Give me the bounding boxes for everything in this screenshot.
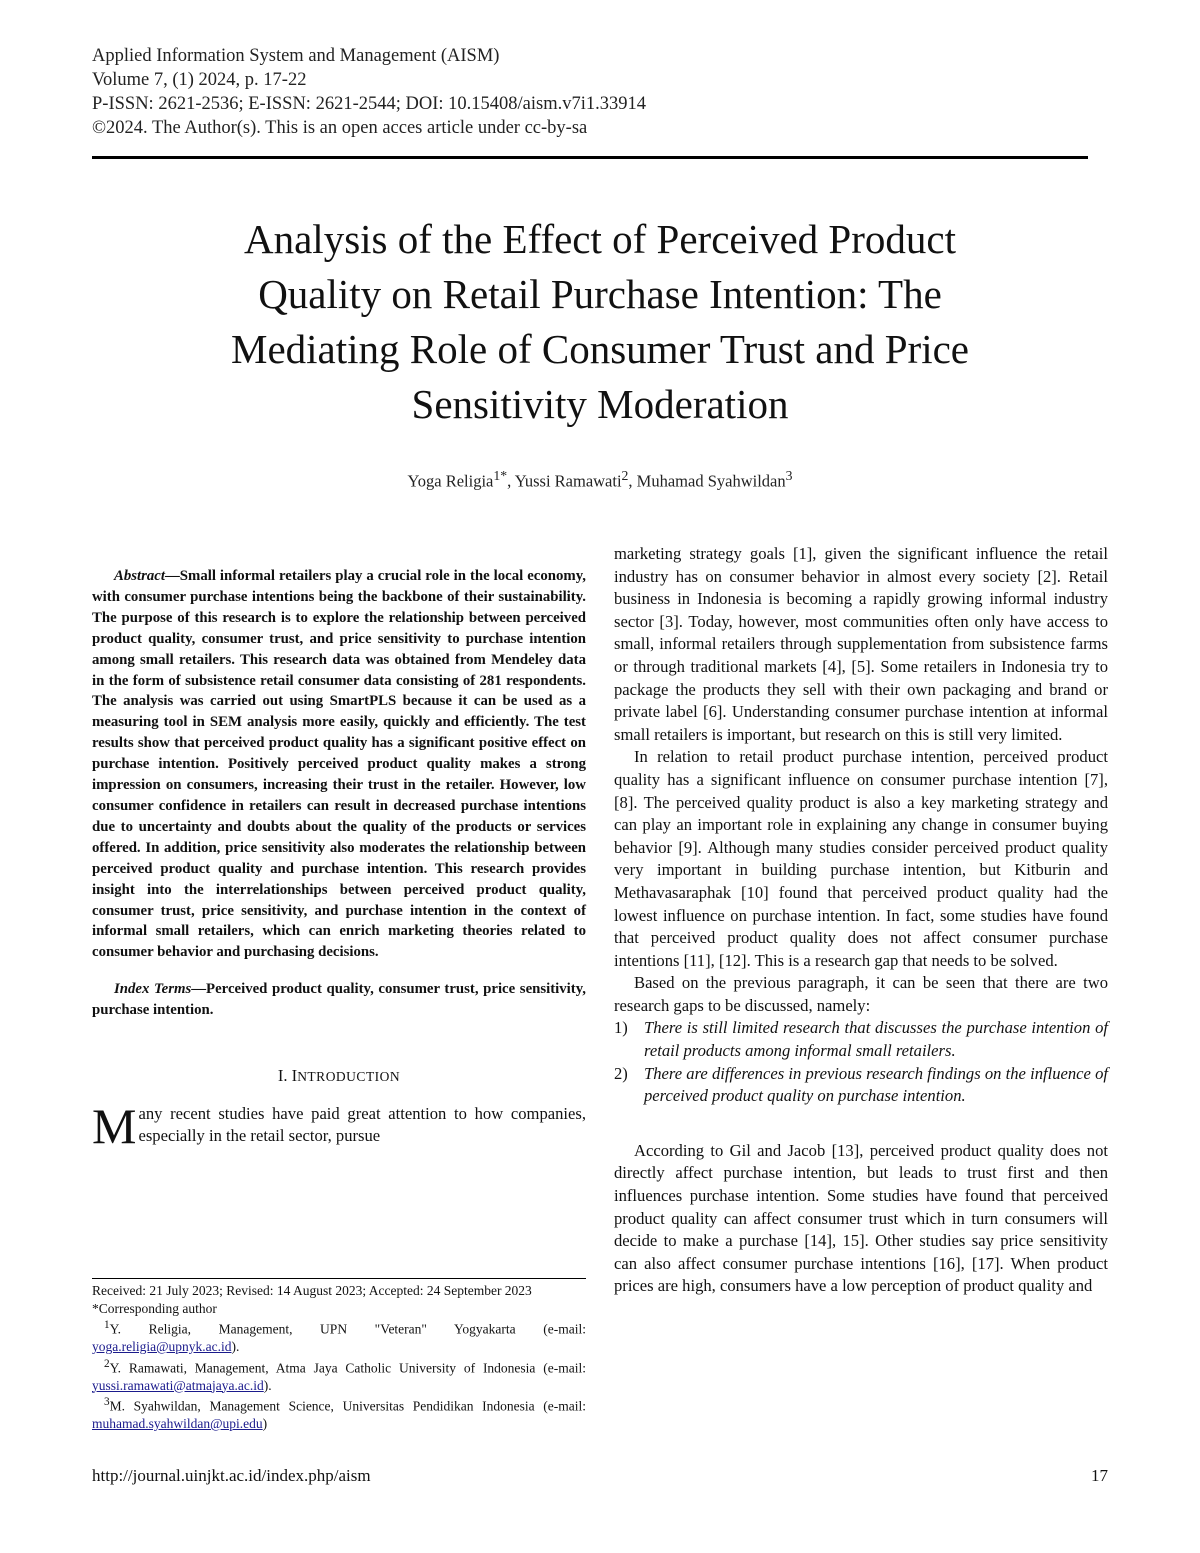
footnote-corresponding: *Corresponding author [92,1300,217,1316]
footnote-close: ). [263,1377,272,1393]
footnotes [92,1278,586,1433]
email-link-3[interactable]: muhamad.syahwildan@upi.edu [92,1416,263,1431]
footnote-mark: 3 [104,1396,110,1408]
journal-issn-doi: P-ISSN: 2621-2536; E-ISSN: 2621-2544; DOI: 10.15408/aism.v7i1.33914 [92,94,646,114]
body-paragraph: marketing strategy goals [1], given the significant influence the retail industry has on consumer behavior in almost every society [2]. Retail business in Indonesia is becoming a rapidly growing informal industry sector [3]. Today, however, most communities often only have access to small, informal retailers through supplementation from subsistence farms or through traditional markets [4], [5]. Some retailers in Indonesia try to package the products they sell with their own packaging and brand or private label [6]. Understanding consumer purchase intention at informal small retailers is important, but research on this is still very limited. [614,544,1108,744]
header-rule [92,156,1088,159]
list-text: There are differences in previous research findings on the influence of perceived product quality on purchase intention. [644,1063,1108,1106]
author-affiliation-mark: 3 [785,468,793,483]
list-number: 2) [614,1063,628,1083]
introduction-text: any recent studies have paid great attention to how companies, especially in the retail sector, pursue [138,1103,586,1146]
author-affiliation-mark: 2 [621,468,629,483]
spacer [614,1108,1108,1126]
footnote-close: ) [262,1416,268,1431]
section-title-rest: NTRODUCTION [297,1069,401,1085]
page-number: 17 [1091,1466,1108,1485]
footnote-close: ). [231,1339,240,1354]
footnote-mark: 2 [104,1357,110,1370]
footnote-text: Y. Religia, Management, UPN "Veteran" Yogyakarta (e-mail: [109,1321,586,1337]
author-list [140,468,1060,492]
left-column [92,566,586,1154]
body-paragraph: In relation to retail product purchase intention, perceived product quality has a significant influence on consumer purchase intention [7], [8]. The perceived quality product is also a key marketing strategy and can play an important role in explaining any change in consumer buying behavior [9]. Although many studies consider perceived product quality very important in building purchase intention, but Kitburin and Methavasaraphak [10] found that perceived product quality had the lowest influence on purchase intention. In fact, some studies have found that perceived product quality does not affect consumer purchase intentions [11], [12]. This is a research gap that needs to be solved. [614,747,1108,970]
index-terms-text: —Perceived product quality, consumer trust, price sensitivity, purchase intention. [92,981,586,1019]
section-title-initial: I [291,1066,298,1086]
footnote-affiliation-3 [92,1394,586,1433]
journal-volume: Volume 7, (1) 2024, p. 17-22 [92,70,307,90]
drop-cap: M [92,1097,137,1154]
footnote-received: Received: 21 July 2023; Revised: 14 August 2023; Accepted: 24 September 2023 [92,1283,532,1298]
journal-license: ©2024. The Author(s). This is an open acces article under cc-by-sa [92,118,588,138]
abstract-text: —Small informal retailers play a crucial role in the local economy, with consumer purchase intentions being the backbone of their sustainability. The purpose of this research is to explore the relationship between perceived product quality, consumer trust, and price sensitivity to purchase intention among small retailers. This research data was obtained from Mendeley data in the form of subsistence retail consumer data consisting of 281 respondents. The analysis was carried out using SmartPLS because it can be used as a measuring tool in SEM analysis more easily, quickly and efficiently. The test results show that perceived product quality has a significant positive effect on purchase intention. Positively perceived product quality makes a strong impression on consumers, increasing their trust in the retailer. However, low consumer confidence in retailers can result in decreased purchase intentions due to uncertainty and doubts about the quality of the products or services offered. In addition, price sensitivity also moderates the relationship between perceived product quality and purchase intention. This research provides insight into the interrelationships between perceived product quality, consumer trust, price sensitivity, and purchase intention in the context of informal small retailers, which can enrich marketing theories related to consumer behavior and purchasing decisions. [92,568,586,961]
list-text: There is still limited research that discusses the purchase intention of retail products among informal small retailers. [644,1018,1108,1061]
journal-header [92,44,1092,140]
footnote-affiliation-1 [92,1317,586,1356]
right-column [614,543,1108,1298]
list-item [614,1017,1108,1062]
footnote-text: Y. Ramawati, Management, Atma Jaya Catholic University of Indonesia (e-mail: [109,1360,586,1375]
title-line: Sensitivity Moderation [411,381,789,427]
journal-name: Applied Information System and Management (AISM) [92,46,500,66]
abstract-label: Abstract [114,568,165,584]
introduction-paragraph [92,1097,586,1154]
body-paragraph: According to Gil and Jacob [13], perceived product quality does not directly affect purchase intention, but leads to trust first and then influences purchase intention. Some studies have found that perceived product quality can affect consumer trust which in turn consumers will decide to make a purchase [14], 15]. Other studies say price sensitivity can also affect consumer purchase intentions [16], [17]. When product prices are high, consumers have a low perception of product quality and [614,1140,1108,1296]
index-terms-label: Index Terms [114,981,192,998]
title-line: Analysis of the Effect of Perceived Product [244,216,956,262]
section-number: I. [277,1066,288,1086]
abstract [92,566,586,963]
author-name: , Yussi Ramawati [507,471,622,491]
title-line: Quality on Retail Purchase Intention: The [258,271,942,317]
footnote-affiliation-2 [92,1356,586,1395]
author-name: Yoga Religia [407,471,494,491]
research-gap-list [614,1017,1108,1107]
index-terms [92,979,586,1021]
list-item [614,1063,1108,1108]
footnote-text: M. Syahwildan, Management Science, Universitas Pendidikan Indonesia (e-mail: [109,1398,586,1414]
email-link-2[interactable]: yussi.ramawati@atmajaya.ac.id [92,1377,264,1393]
title-line: Mediating Role of Consumer Trust and Price [231,326,969,372]
journal-url[interactable]: http://journal.uinjkt.ac.id/index.php/aism [92,1466,371,1485]
list-number: 1) [614,1018,628,1038]
paper-title [140,212,1060,432]
author-affiliation-mark: 1* [493,468,508,483]
body-paragraph: Based on the previous paragraph, it can be seen that there are two research gaps to be discussed, namely: [614,973,1108,1015]
section-heading-introduction [92,1065,586,1089]
author-name: , Muhamad Syahwildan [628,471,786,491]
footnote-mark: 1 [104,1319,110,1331]
email-link-1[interactable]: yoga.religia@upnyk.ac.id [92,1339,232,1354]
